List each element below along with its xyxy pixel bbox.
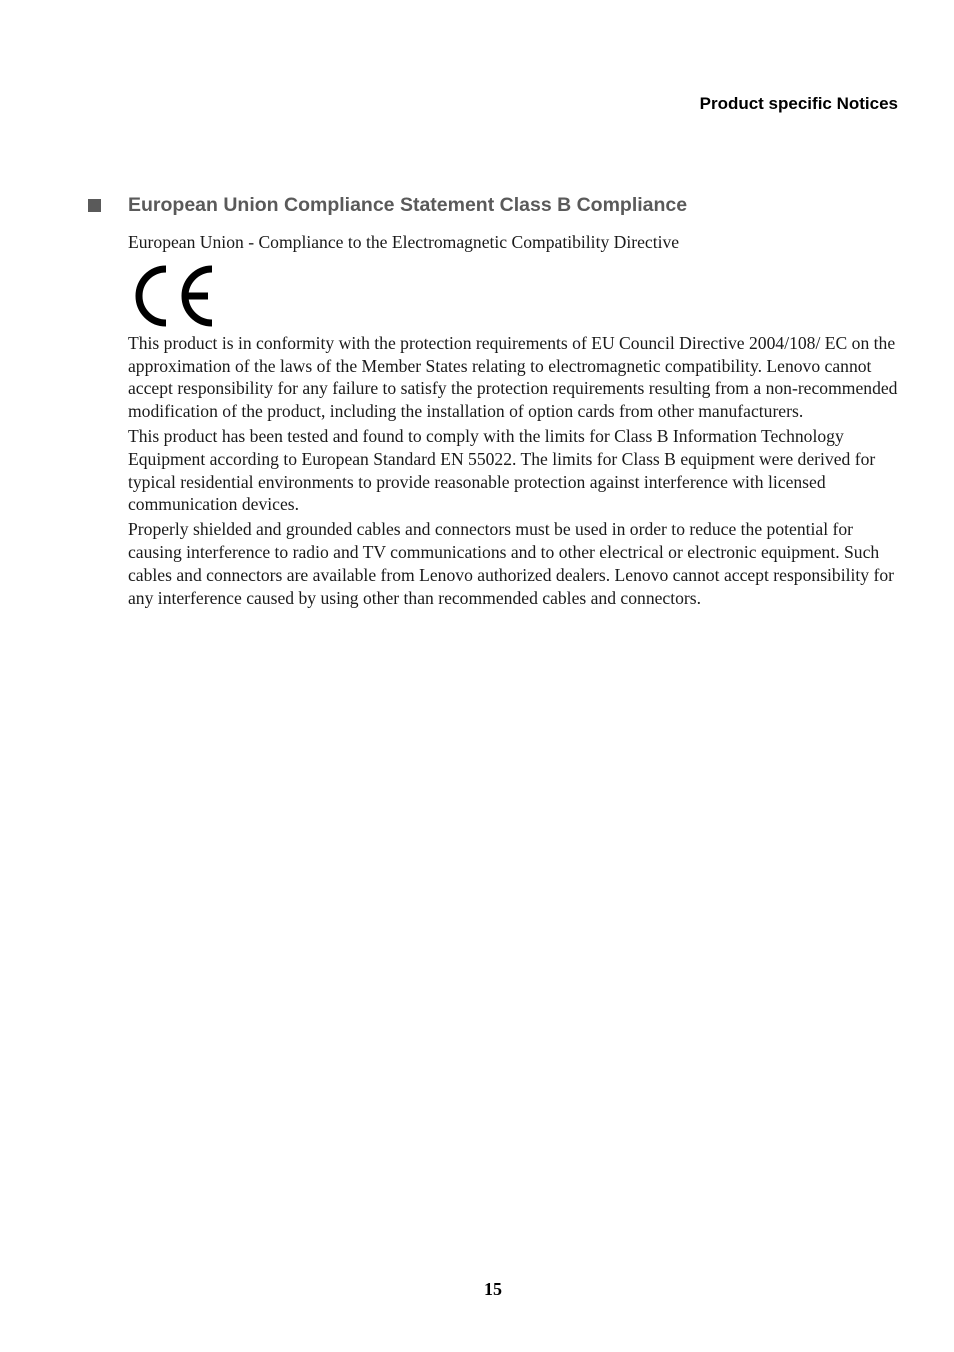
paragraph-conformity: This product is in conformity with the protection requirements of EU Council Directive 2004/108/ EC on the approximation of the laws of the Member States relating to electromagnetic compatibility. Lenovo cannot accept responsibility for any failure to satisfy the protection requirements resulting from a non-recommended modification of the product, including the installation of option cards from other manufacturers. [128, 332, 898, 422]
paragraph-testing: This product has been tested and found to comply with the limits for Class B Information Technology Equipment according to European Standard EN 55022. The limits for Class B equipment were derived for typical residential environments to provide reasonable protection against interference with licensed communication devices. [128, 425, 876, 515]
running-header: Product specific Notices [699, 94, 898, 113]
compliance-section [88, 192, 900, 611]
paragraph-cables: Properly shielded and grounded cables and connectors must be used in order to reduce the potential for causing interference to radio and TV communications and to other electrical or electronic equipment. Such cables and connectors are available from Lenovo authorized dealers. Lenovo cannot accept responsibility for any interference caused by using other than recommended cables and connectors. [128, 519, 894, 608]
section-heading [88, 192, 900, 218]
ce-mark-icon [128, 264, 216, 328]
section-heading-text: European Union Compliance Statement Class B Compliance [128, 193, 688, 216]
page-number: 15 [484, 1279, 502, 1299]
section-subtitle: European Union - Compliance to the Electromagnetic Compatibility Directive [128, 232, 680, 252]
square-bullet-icon [88, 199, 101, 212]
section-body [128, 231, 900, 609]
